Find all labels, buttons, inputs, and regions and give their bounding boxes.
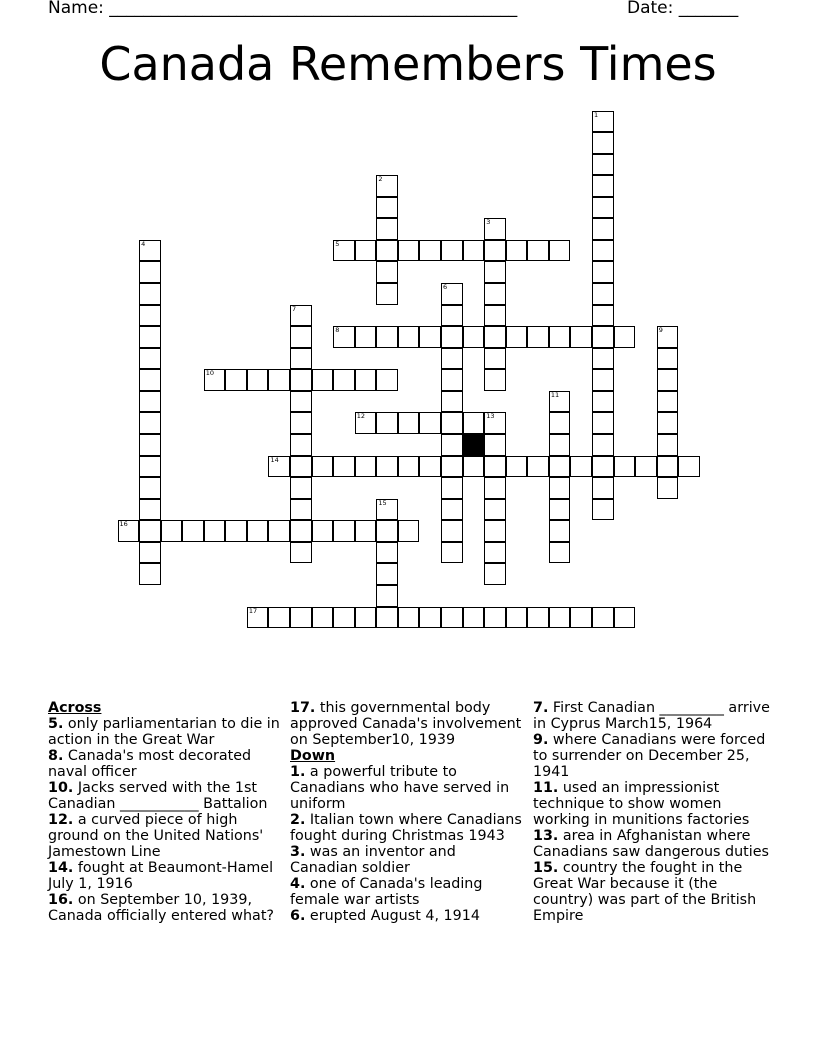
grid-cell[interactable] bbox=[290, 434, 312, 456]
clue-column-3 bbox=[533, 700, 773, 924]
grid-cell[interactable] bbox=[312, 369, 334, 391]
grid-cell[interactable] bbox=[161, 520, 183, 542]
grid-cell[interactable] bbox=[139, 305, 161, 327]
grid-cell[interactable] bbox=[376, 197, 398, 219]
grid-cell[interactable] bbox=[268, 607, 290, 629]
clue-across-14: 14. fought at Beaumont-Hamel July 1, 1916 bbox=[48, 860, 274, 892]
clue-number: 11 bbox=[550, 390, 560, 399]
grid-cell[interactable] bbox=[290, 520, 312, 542]
grid-cell[interactable] bbox=[376, 520, 398, 542]
grid-cell[interactable] bbox=[614, 456, 636, 478]
grid-cell[interactable] bbox=[419, 607, 441, 629]
grid-cell[interactable] bbox=[247, 520, 269, 542]
grid-cell[interactable] bbox=[484, 261, 506, 283]
grid-cell[interactable] bbox=[592, 607, 614, 629]
grid-cell[interactable] bbox=[463, 456, 485, 478]
grid-cell[interactable] bbox=[376, 283, 398, 305]
clue-down-4: 4. one of Canada's leading female war artists bbox=[290, 876, 483, 908]
grid-cell[interactable] bbox=[139, 369, 161, 391]
clue-down-9: 9. where Canadians were forced to surrender on December 25, 1941 bbox=[533, 732, 766, 780]
clue-number: 7 bbox=[292, 304, 297, 313]
clue-number: 8 bbox=[335, 326, 340, 335]
grid-cell[interactable] bbox=[139, 283, 161, 305]
grid-cell[interactable] bbox=[592, 261, 614, 283]
grid-cell[interactable] bbox=[139, 456, 161, 478]
grid-cell[interactable] bbox=[118, 520, 140, 542]
clue-down-6: 6. erupted August 4, 1914 bbox=[290, 908, 480, 924]
grid-cell[interactable] bbox=[549, 607, 571, 629]
grid-cell[interactable] bbox=[419, 456, 441, 478]
grid-cell[interactable] bbox=[441, 607, 463, 629]
grid-cell[interactable] bbox=[441, 434, 463, 456]
grid-cell[interactable] bbox=[484, 520, 506, 542]
grid-cell[interactable] bbox=[592, 369, 614, 391]
grid-cell[interactable] bbox=[268, 456, 290, 478]
grid-cell[interactable] bbox=[398, 412, 420, 434]
grid-cell[interactable] bbox=[592, 499, 614, 521]
clue-number: 1 bbox=[594, 110, 599, 119]
grid-cell[interactable] bbox=[441, 240, 463, 262]
clue-number: 4 bbox=[141, 239, 146, 248]
date-field[interactable]: Date: _______ bbox=[627, 0, 739, 18]
grid-cell[interactable] bbox=[441, 305, 463, 327]
grid-cell[interactable] bbox=[376, 585, 398, 607]
grid-cell[interactable] bbox=[441, 520, 463, 542]
grid-cell[interactable] bbox=[268, 520, 290, 542]
grid-cell[interactable] bbox=[204, 520, 226, 542]
grid-cell[interactable] bbox=[592, 456, 614, 478]
clue-across-12: 12. a curved piece of high ground on the United Nations' Jamestown Line bbox=[48, 812, 264, 860]
grid-cell[interactable] bbox=[592, 412, 614, 434]
grid-cell[interactable] bbox=[506, 326, 528, 348]
grid-cell[interactable] bbox=[139, 499, 161, 521]
grid-cell[interactable] bbox=[441, 326, 463, 348]
grid-cell[interactable] bbox=[376, 261, 398, 283]
grid-cell[interactable] bbox=[657, 412, 679, 434]
grid-cell[interactable] bbox=[376, 499, 398, 521]
grid-cell[interactable] bbox=[376, 369, 398, 391]
clue-across-17: 17. this governmental body approved Canada's involvement on September10, 1939 bbox=[290, 700, 522, 748]
grid-cell[interactable] bbox=[225, 369, 247, 391]
grid-cell[interactable] bbox=[549, 240, 571, 262]
grid-cell[interactable] bbox=[549, 520, 571, 542]
grid-cell[interactable] bbox=[441, 456, 463, 478]
grid-cell[interactable] bbox=[484, 283, 506, 305]
grid-cell[interactable] bbox=[139, 434, 161, 456]
grid-cell[interactable] bbox=[484, 607, 506, 629]
grid-cell[interactable] bbox=[527, 456, 549, 478]
grid-cell[interactable] bbox=[290, 369, 312, 391]
grid-cell[interactable] bbox=[290, 348, 312, 370]
grid-cell[interactable] bbox=[398, 456, 420, 478]
grid-cell[interactable] bbox=[376, 607, 398, 629]
clue-number: 15 bbox=[378, 498, 387, 507]
grid-cell[interactable] bbox=[592, 283, 614, 305]
grid-cell[interactable] bbox=[290, 412, 312, 434]
grid-cell[interactable] bbox=[484, 305, 506, 327]
grid-cell[interactable] bbox=[657, 456, 679, 478]
grid-cell[interactable] bbox=[592, 391, 614, 413]
grid-cell[interactable] bbox=[312, 607, 334, 629]
grid-cell[interactable] bbox=[592, 326, 614, 348]
clue-number: 12 bbox=[356, 412, 366, 421]
grid-cell[interactable] bbox=[441, 348, 463, 370]
grid-cell[interactable] bbox=[290, 499, 312, 521]
clue-across-5: 5. only parliamentarian to die in action in the Great War bbox=[48, 716, 280, 748]
clue-down-11: 11. used an impressionist technique to show women working in munitions factories bbox=[533, 780, 750, 828]
grid-cell[interactable] bbox=[527, 240, 549, 262]
grid-cell[interactable] bbox=[355, 520, 377, 542]
clue-number: 14 bbox=[270, 455, 279, 464]
clue-down-2: 2. Italian town where Canadians fought during Christmas 1943 bbox=[290, 812, 522, 844]
grid-cell[interactable] bbox=[441, 369, 463, 391]
grid-cell[interactable] bbox=[333, 326, 355, 348]
grid-cell[interactable] bbox=[376, 240, 398, 262]
grid-cell[interactable] bbox=[139, 391, 161, 413]
grid-cell[interactable] bbox=[570, 456, 592, 478]
clue-number: 3 bbox=[486, 218, 491, 227]
grid-cell[interactable] bbox=[549, 434, 571, 456]
grid-cell[interactable] bbox=[355, 412, 377, 434]
grid-cell[interactable] bbox=[376, 175, 398, 197]
grid-cell[interactable] bbox=[225, 520, 247, 542]
grid-cell[interactable] bbox=[312, 456, 334, 478]
grid-cell[interactable] bbox=[463, 607, 485, 629]
grid-cell[interactable] bbox=[592, 154, 614, 176]
grid-cell[interactable] bbox=[506, 456, 528, 478]
grid-cell[interactable] bbox=[355, 240, 377, 262]
grid-cell[interactable] bbox=[333, 240, 355, 262]
grid-cell[interactable] bbox=[376, 326, 398, 348]
grid-cell[interactable] bbox=[441, 391, 463, 413]
grid-cell[interactable] bbox=[484, 477, 506, 499]
grid-cell[interactable] bbox=[376, 456, 398, 478]
grid-cell[interactable] bbox=[592, 305, 614, 327]
grid-cell[interactable] bbox=[549, 456, 571, 478]
grid-cell[interactable] bbox=[549, 412, 571, 434]
grid-cell[interactable] bbox=[204, 369, 226, 391]
grid-cell[interactable] bbox=[247, 369, 269, 391]
grid-cell[interactable] bbox=[139, 348, 161, 370]
grid-cell[interactable] bbox=[527, 607, 549, 629]
clue-number: 5 bbox=[335, 239, 340, 248]
grid-cell[interactable] bbox=[657, 477, 679, 499]
clue-down-7: 7. First Canadian _________ arrive in Cyprus March15, 1964 bbox=[533, 700, 770, 732]
grid-cell[interactable] bbox=[355, 607, 377, 629]
grid-cell[interactable] bbox=[290, 477, 312, 499]
grid-cell[interactable] bbox=[657, 391, 679, 413]
down-heading: Down bbox=[290, 748, 336, 764]
grid-cell[interactable] bbox=[484, 218, 506, 240]
clue-number: 16 bbox=[119, 520, 128, 529]
grid-cell[interactable] bbox=[398, 607, 420, 629]
clue-across-16: 16. on September 10, 1939, Canada officially entered what? bbox=[48, 892, 275, 924]
clue-down-13: 13. area in Afghanistan where Canadians saw dangerous duties bbox=[533, 828, 769, 860]
clue-across-8: 8. Canada's most decorated naval officer bbox=[48, 748, 252, 780]
page-title: Canada Remembers Times bbox=[99, 37, 717, 91]
grid-cell[interactable] bbox=[484, 542, 506, 564]
grid-cell[interactable] bbox=[657, 326, 679, 348]
grid-cell[interactable] bbox=[657, 434, 679, 456]
grid-cell[interactable] bbox=[139, 563, 161, 585]
grid-cell[interactable] bbox=[441, 412, 463, 434]
grid-cell[interactable] bbox=[398, 240, 420, 262]
grid-cell[interactable] bbox=[139, 261, 161, 283]
grid-cell[interactable] bbox=[290, 542, 312, 564]
across-heading: Across bbox=[48, 700, 102, 716]
grid-cell[interactable] bbox=[139, 477, 161, 499]
grid-cell[interactable] bbox=[355, 369, 377, 391]
grid-cell[interactable] bbox=[355, 326, 377, 348]
grid-cell[interactable] bbox=[570, 326, 592, 348]
grid-cell[interactable] bbox=[592, 434, 614, 456]
grid-cell[interactable] bbox=[614, 326, 636, 348]
grid-cell[interactable] bbox=[484, 369, 506, 391]
grid-cell[interactable] bbox=[657, 369, 679, 391]
grid-cell[interactable] bbox=[484, 348, 506, 370]
grid-cell[interactable] bbox=[290, 607, 312, 629]
grid-cell[interactable] bbox=[549, 326, 571, 348]
grid-cell[interactable] bbox=[484, 456, 506, 478]
clue-number: 10 bbox=[205, 369, 215, 378]
grid-cell[interactable] bbox=[333, 456, 355, 478]
grid-cell[interactable] bbox=[549, 542, 571, 564]
grid-cell[interactable] bbox=[527, 326, 549, 348]
grid-cell[interactable] bbox=[678, 456, 700, 478]
grid-cell[interactable] bbox=[484, 499, 506, 521]
grid-cell[interactable] bbox=[139, 520, 161, 542]
grid-cell[interactable] bbox=[290, 456, 312, 478]
grid-cell[interactable] bbox=[484, 434, 506, 456]
grid-cell[interactable] bbox=[549, 477, 571, 499]
grid-cell[interactable] bbox=[463, 412, 485, 434]
grid-cell[interactable] bbox=[139, 240, 161, 262]
grid-cell[interactable] bbox=[139, 326, 161, 348]
grid-cell[interactable] bbox=[355, 456, 377, 478]
grid-cell[interactable] bbox=[398, 520, 420, 542]
grid-cell[interactable] bbox=[290, 391, 312, 413]
grid-cell[interactable] bbox=[484, 240, 506, 262]
grid-cell[interactable] bbox=[484, 412, 506, 434]
clue-down-3: 3. was an inventor and Canadian soldier bbox=[290, 844, 456, 876]
grid-cell[interactable] bbox=[419, 412, 441, 434]
grid-cell[interactable] bbox=[247, 607, 269, 629]
grid-cell[interactable] bbox=[592, 111, 614, 133]
grid-cell[interactable] bbox=[592, 218, 614, 240]
grid-cell[interactable] bbox=[506, 240, 528, 262]
name-field[interactable]: Name: ________________________________________________ bbox=[48, 0, 518, 18]
grid-cell[interactable] bbox=[398, 326, 420, 348]
grid-cell[interactable] bbox=[592, 132, 614, 154]
grid-cell[interactable] bbox=[506, 607, 528, 629]
grid-cell[interactable] bbox=[592, 348, 614, 370]
grid-cell[interactable] bbox=[376, 218, 398, 240]
grid-cell[interactable] bbox=[484, 563, 506, 585]
grid-cell[interactable] bbox=[592, 477, 614, 499]
grid-cell[interactable] bbox=[182, 520, 204, 542]
grid-cell[interactable] bbox=[570, 607, 592, 629]
grid-cell[interactable] bbox=[376, 542, 398, 564]
grid-cell[interactable] bbox=[592, 240, 614, 262]
grid-cell[interactable] bbox=[376, 563, 398, 585]
grid-cell[interactable] bbox=[592, 197, 614, 219]
grid-cell[interactable] bbox=[419, 326, 441, 348]
grid-cell[interactable] bbox=[549, 499, 571, 521]
grid-cell[interactable] bbox=[441, 477, 463, 499]
grid-cell[interactable] bbox=[614, 607, 636, 629]
grid-cell[interactable] bbox=[376, 412, 398, 434]
grid-cell[interactable] bbox=[312, 520, 334, 542]
grid-cell[interactable] bbox=[463, 326, 485, 348]
grid-cell[interactable] bbox=[333, 607, 355, 629]
black-cell bbox=[463, 434, 485, 456]
grid-cell[interactable] bbox=[139, 412, 161, 434]
clue-number: 17 bbox=[248, 606, 258, 615]
grid-cell[interactable] bbox=[463, 240, 485, 262]
grid-cell[interactable] bbox=[333, 520, 355, 542]
clue-down-1: 1. a powerful tribute to Canadians who have served in uniform bbox=[290, 764, 510, 812]
grid-cell[interactable] bbox=[657, 348, 679, 370]
grid-cell[interactable] bbox=[333, 369, 355, 391]
grid-cell[interactable] bbox=[592, 175, 614, 197]
grid-cell[interactable] bbox=[290, 326, 312, 348]
clue-column-1 bbox=[48, 700, 283, 924]
grid-cell[interactable] bbox=[549, 391, 571, 413]
clue-down-15: 15. country the fought in the Great War because it (the country) was part of the British Empire bbox=[533, 860, 757, 924]
clue-column-2 bbox=[290, 700, 525, 924]
grid-cell[interactable] bbox=[419, 240, 441, 262]
grid-cell[interactable] bbox=[484, 326, 506, 348]
clue-across-10: 10. Jacks served with the 1st Canadian ___________ Battalion bbox=[48, 780, 268, 812]
clue-number: 9 bbox=[658, 326, 663, 335]
clue-number: 2 bbox=[378, 175, 383, 184]
grid-cell[interactable] bbox=[290, 305, 312, 327]
grid-cell[interactable] bbox=[441, 499, 463, 521]
grid-cell[interactable] bbox=[268, 369, 290, 391]
clue-number: 6 bbox=[443, 283, 448, 292]
grid-cell[interactable] bbox=[635, 456, 657, 478]
grid-cell[interactable] bbox=[441, 283, 463, 305]
clue-number: 13 bbox=[486, 412, 495, 421]
grid-cell[interactable] bbox=[441, 542, 463, 564]
grid-cell[interactable] bbox=[139, 542, 161, 564]
